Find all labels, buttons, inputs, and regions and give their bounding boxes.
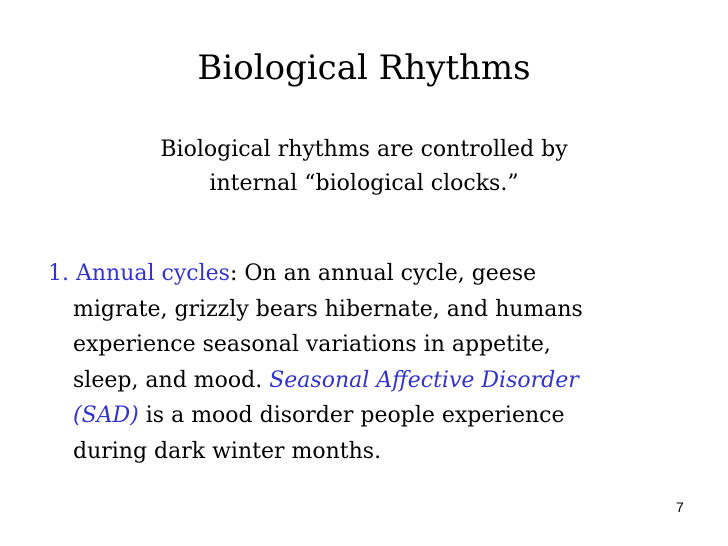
bullet-heading: 1. Annual cycles: [48, 261, 230, 286]
bullet-line: [48, 398, 688, 434]
bullet-annual-cycles: [48, 256, 688, 469]
slide-title: Biological Rhythms: [197, 48, 531, 88]
slide-subtitle: [0, 133, 728, 201]
bullet-line: migrate, grizzly bears hibernate, and humans: [73, 296, 583, 322]
term-sad-abbrev: (SAD): [73, 403, 139, 428]
bullet-line: during dark winter months.: [73, 438, 382, 464]
bullet-text: is a mood disorder people experience: [138, 403, 565, 428]
subtitle-line: internal “biological clocks.”: [209, 171, 519, 196]
subtitle-line: Biological rhythms are controlled by: [160, 137, 568, 162]
bullet-line: [48, 256, 688, 292]
term-sad: Seasonal Affective Disorder: [269, 367, 579, 393]
slide-number: 7: [676, 499, 684, 515]
bullet-separator: :: [229, 261, 238, 286]
bullet-line: experience seasonal variations in appetite,: [73, 332, 551, 357]
bullet-line: [48, 363, 688, 399]
bullet-text: sleep, and mood.: [73, 367, 270, 393]
bullet-text: On an annual cycle, geese: [237, 261, 537, 286]
